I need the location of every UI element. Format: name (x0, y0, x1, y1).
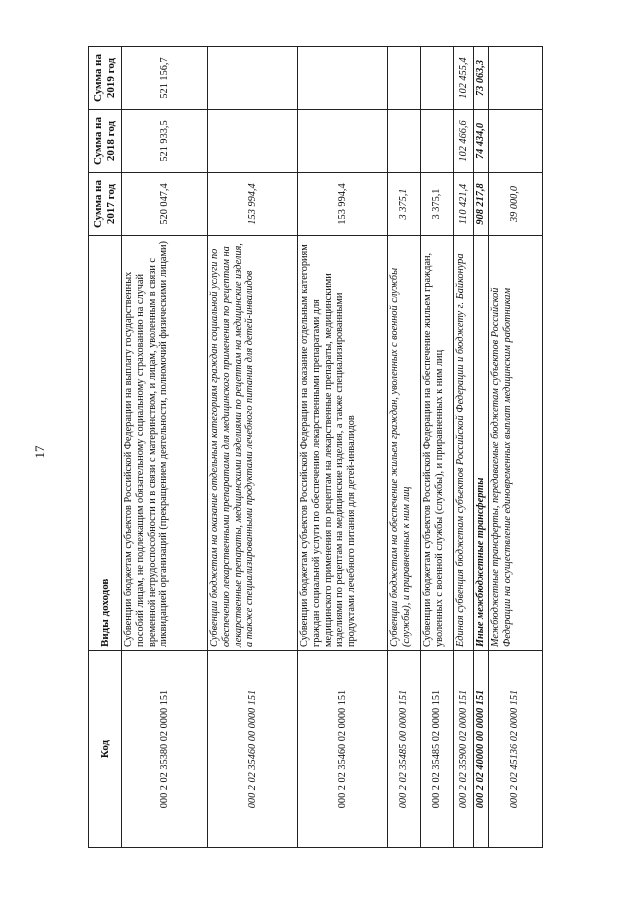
header-code: Код (89, 651, 122, 848)
cell-code: 000 2 02 35460 00 0000 151 (208, 651, 298, 848)
cell-2019 (488, 47, 542, 110)
cell-2017: 153 994,4 (298, 173, 388, 236)
table-row (488, 47, 542, 848)
page-number: 17 (32, 445, 47, 459)
cell-2017: 153 994,4 (208, 173, 298, 236)
cell-2017: 520 047,4 (122, 173, 208, 236)
cell-2019: 73 063,3 (474, 47, 489, 110)
cell-kind: Межбюджетные трансферты, передаваемые бюджетам субъектов Российской Федерации на осуществление единовременных выплат медицинским работникам (488, 236, 542, 651)
cell-2017: 110 421,4 (454, 173, 474, 236)
cell-2017: 3 375,1 (421, 173, 454, 236)
table-row (122, 47, 208, 848)
cell-kind: Субвенции бюджетам субъектов Российской Федерации на обеспечение жильем граждан, уволенных с военной службы (службы), и приравненных к ним лиц (421, 236, 454, 651)
table-row (421, 47, 454, 848)
cell-2017: 3 375,1 (388, 173, 421, 236)
cell-kind: Субвенции бюджетам субъектов Российской Федерации на выплату государственных пособий лицам, не подлежащим обязательному социальному страхованию на случай временной нетрудоспособности и в связи с материнством, и лицам, уволенным в связи с ликвидацией организаций (прекращением деятельности, полномочий физическими лицами) (122, 236, 208, 651)
cell-2018 (488, 110, 542, 173)
cell-kind: Единая субвенция бюджетам субъектов Российской Федерации и бюджету г. Байконура (454, 236, 474, 651)
revenue-table (88, 46, 543, 848)
cell-code: 000 2 02 35460 02 0000 151 (298, 651, 388, 848)
cell-code: 000 2 02 35380 02 0000 151 (122, 651, 208, 848)
cell-2017: 908 217,8 (474, 173, 489, 236)
header-kind: Виды доходов (89, 236, 122, 651)
cell-2019 (298, 47, 388, 110)
header-2018: Сумма на 2018 год (89, 110, 122, 173)
table-row (454, 47, 474, 848)
cell-2019: 521 156,7 (122, 47, 208, 110)
cell-code: 000 2 02 40000 00 0000 151 (474, 651, 489, 848)
cell-2018 (388, 110, 421, 173)
cell-2018: 102 466,6 (454, 110, 474, 173)
cell-2019 (388, 47, 421, 110)
cell-code: 000 2 02 35900 02 0000 151 (454, 651, 474, 848)
cell-2018 (421, 110, 454, 173)
table-row (298, 47, 388, 848)
table-header-row (89, 47, 122, 848)
table-row (388, 47, 421, 848)
cell-2019 (208, 47, 298, 110)
cell-code: 000 2 02 45136 02 0000 151 (488, 651, 542, 848)
cell-2018 (298, 110, 388, 173)
cell-2018 (208, 110, 298, 173)
table-row (208, 47, 298, 848)
cell-2017: 39 000,0 (488, 173, 542, 236)
cell-kind: Субвенции бюджетам субъектов Российской Федерации на оказание отдельным категориям граждан социальной услуги по обеспечению лекарственными препаратами для медицинского применения по рецептам на лекарственные препараты, медицинскими изделиями по рецептам на медицинские изделия, а также специализированными продуктами лечебного питания для детей-инвалидов (298, 236, 388, 651)
cell-2018: 521 933,5 (122, 110, 208, 173)
cell-kind: Иные межбюджетные трансферты (474, 236, 489, 651)
rotated-table-container (88, 53, 541, 848)
table-row (474, 47, 489, 848)
header-2017: Сумма на 2017 год (89, 173, 122, 236)
cell-kind: Субвенции бюджетам на оказание отдельным категориям граждан социальной услуги по обеспечению лекарственными препаратами для медицинского применения по рецептам на лекарственные препараты, медицинскими изделиями по рецептам на медицинские изделия, а также специализированными продуктами лечебного питания для детей-инвалидов (208, 236, 298, 651)
cell-2019: 102 455,4 (454, 47, 474, 110)
cell-kind: Субвенции бюджетам на обеспечение жильем граждан, уволенных с военной службы (службы), и приравненных к ним лиц (388, 236, 421, 651)
cell-2018: 74 434,0 (474, 110, 489, 173)
cell-code: 000 2 02 35485 00 0000 151 (388, 651, 421, 848)
header-2019: Сумма на 2019 год (89, 47, 122, 110)
cell-2019 (421, 47, 454, 110)
cell-code: 000 2 02 35485 02 0000 151 (421, 651, 454, 848)
